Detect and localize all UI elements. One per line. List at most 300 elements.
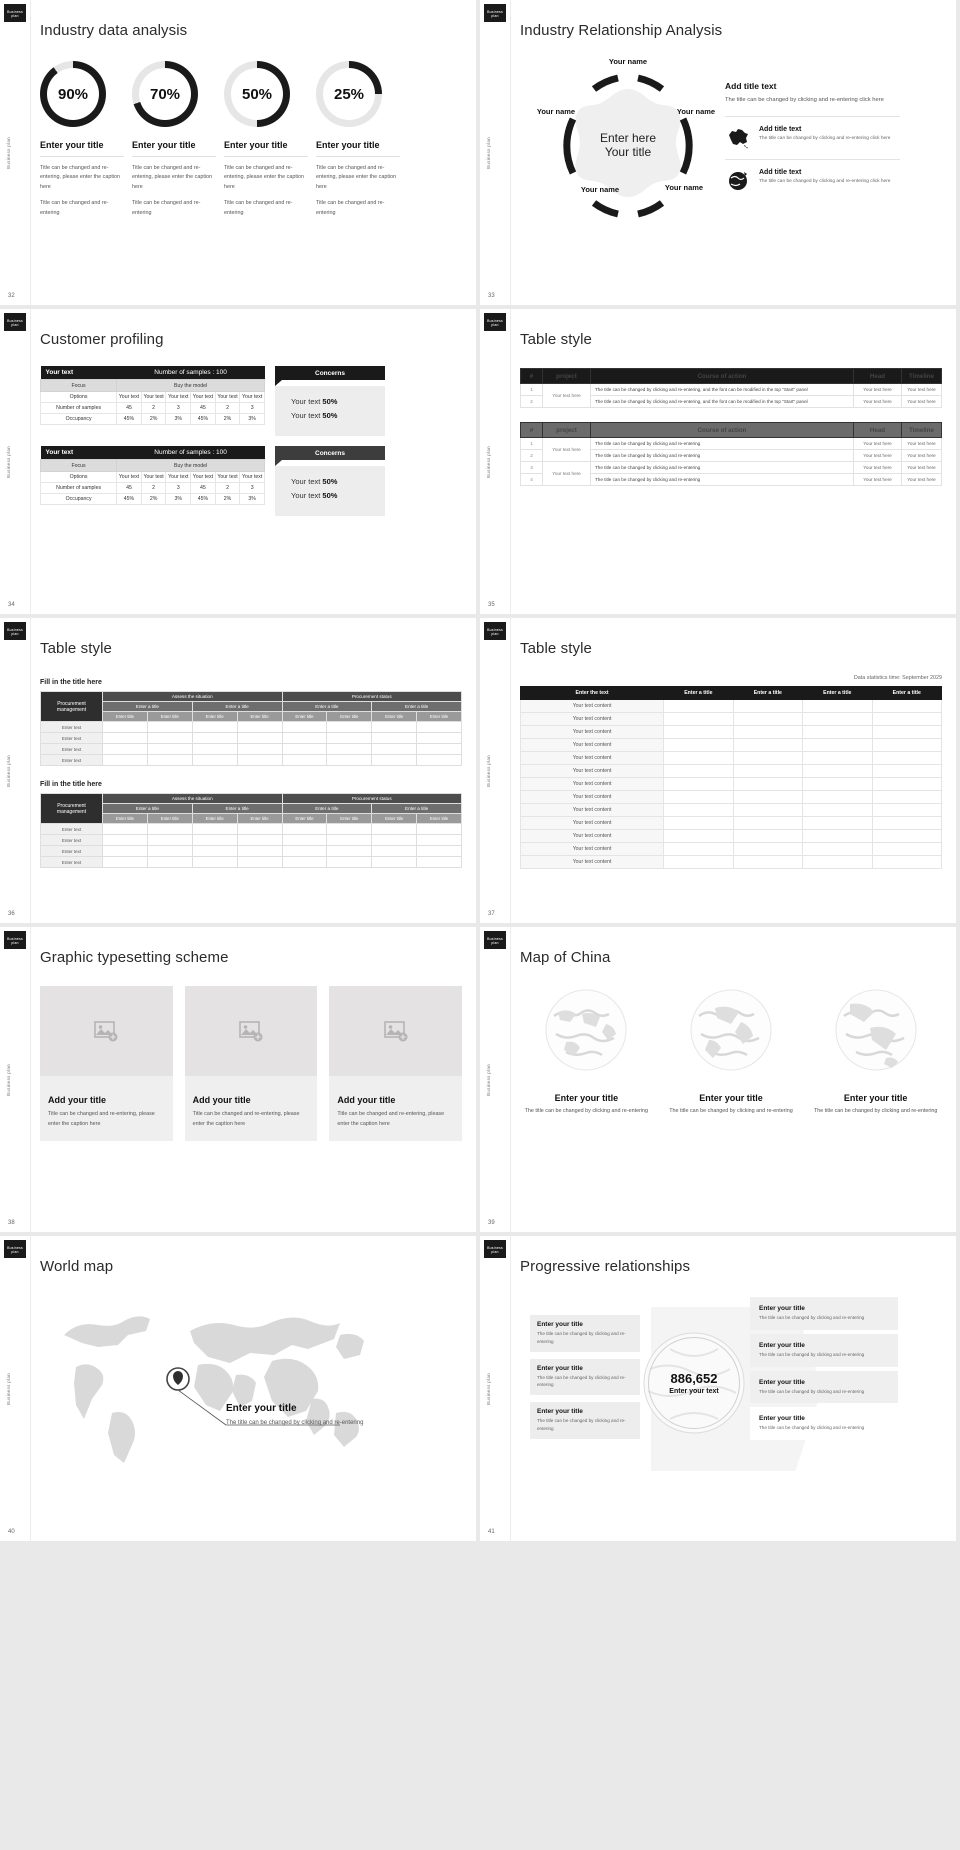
card-text: Title can be changed and re-entering, please enter the caption here [192,1111,300,1127]
page-number: 33 [488,293,495,299]
row-head: Your text here [854,474,902,486]
row-action: The title can be changed by clicking and re-entering [591,462,854,474]
image-placeholder-icon [383,1019,409,1043]
column-header: Head [854,369,902,384]
concern-line [291,477,385,486]
column-header: # [521,369,543,384]
slide-32[interactable] [0,0,476,305]
column-header: Enter title [192,814,237,824]
cell: 2 [215,483,240,494]
item-text: The title can be changed by clicking and re-entering [759,1425,865,1431]
column-header: Enter a title [872,687,941,700]
group-header-2: Procurement status [282,794,462,804]
table-row [41,857,462,868]
center-line-2: Your title [604,145,652,160]
cell: 45% [117,414,142,425]
center-line-1: Enter here [599,131,657,145]
page-number: 35 [488,602,495,608]
table-row [521,739,942,752]
page-number: 37 [488,911,495,917]
concern-label: Your text [291,411,321,420]
sub-header: Enter a title [192,702,282,712]
column-header: Enter title [372,814,417,824]
table-row [41,472,265,483]
slide-40[interactable] [0,1236,476,1541]
list-item[interactable] [530,1359,640,1396]
concern-label: Your text [291,491,321,500]
cell: Your text [117,472,142,483]
donut-percent: 50% [241,85,273,103]
donut-text-1: Title can be changed and re-entering, please enter the caption here [316,165,397,190]
slide-divider [30,309,31,614]
row-number: 3 [521,462,543,474]
header-right: Number of samples : 100 [117,446,265,460]
list-item[interactable] [750,1297,898,1330]
donut-percent: 90% [57,85,89,103]
divider-line [725,159,900,160]
cell: 2 [215,403,240,414]
deck-logo [4,1240,26,1258]
row-label: Number of samples [41,403,117,414]
globe-icon [681,984,781,1080]
page-title: Industry Relationship Analysis [520,22,723,39]
row-number: 1 [521,438,543,450]
divider-line [40,156,124,157]
column-header: Enter a title [733,687,802,700]
table-subheader-row [41,460,265,472]
slide-41[interactable] [480,1236,956,1541]
deck-logo-text: Business plan [7,937,23,945]
column-header: Enter a title [803,687,872,700]
block-caption: Fill in the title here [40,781,102,788]
page-number: 39 [488,1220,495,1226]
donut-item [40,61,124,218]
row-head: Your text here [854,462,902,474]
globe-item [665,984,798,1117]
sub-left: Focus [41,380,117,392]
concerns-body [275,386,385,436]
item-heading: Enter your title [537,1408,583,1416]
list-item[interactable] [750,1334,898,1367]
customer-table [40,366,265,425]
card-body [185,1076,318,1141]
row-number: 4 [521,474,543,486]
row-label: Your text content [521,726,664,739]
row-label: Your text content [521,817,664,830]
column-header: project [543,423,591,438]
globe-item [809,984,942,1117]
image-placeholder [40,986,173,1076]
card-heading: Add your title [337,1095,396,1105]
row-label: Your text content [521,739,664,752]
page-title: Graphic typesetting scheme [40,949,229,966]
donut-text-1: Title can be changed and re-entering, please enter the caption here [224,165,305,190]
ring-label: Your name [676,107,716,116]
side-label: Business plan [486,445,491,478]
cell: 2% [215,494,240,505]
donut-percent: 25% [333,85,365,103]
list-item[interactable] [530,1315,640,1352]
page-number: 40 [8,1529,15,1535]
table-row [41,846,462,857]
table-row [521,462,942,474]
donut-text-1: Title can be changed and re-entering, please enter the caption here [132,165,213,190]
page-title: Table style [40,640,112,657]
row-label: Enter text [41,835,103,846]
globe-text: The title can be changed by clicking and re-entering [813,1108,938,1114]
row-label: Options [41,392,117,403]
item-paragraph: The title can be changed by clicking and re-entering click here [759,178,891,184]
deck-logo [484,313,506,331]
column-header: Enter title [327,814,372,824]
divider-line [725,116,900,117]
row-action: The title can be changed by clicking and re-entering [591,450,854,462]
row-label: Enter text [41,755,103,766]
row-label: Occupancy [41,414,117,425]
slide-33[interactable] [480,0,956,305]
cell: 45 [117,403,142,414]
donut-percent: 70% [149,85,181,103]
page-number: 41 [488,1529,495,1535]
table-row [521,804,942,817]
cell: Your text [117,392,142,403]
table-row [521,817,942,830]
lead-header: Procurement management [41,794,103,824]
globe-text: The title can be changed by clicking and re-entering [524,1108,649,1114]
concern-value: 50% [322,411,338,420]
page-title: World map [40,1258,114,1275]
item-text: The title can be changed by clicking and re-entering [759,1351,865,1357]
header-left: Your text [41,366,117,380]
row-label: Enter text [41,857,103,868]
deck-logo-text: Business plan [487,628,503,636]
concerns-body [275,466,385,516]
action-table-secondary [520,422,942,486]
item-heading: Add title text [759,168,802,176]
cell: Your text [166,472,191,483]
globe-heading: Enter your title [699,1093,763,1103]
table-row [41,392,265,403]
sub-header: Enter a title [103,702,193,712]
column-header: Enter title [282,814,327,824]
right-text-panel [725,81,900,202]
concern-line [291,411,385,420]
card[interactable] [329,986,462,1141]
group-header-2: Procurement status [282,692,462,702]
card-heading: Add your title [48,1095,106,1105]
sub-right: Buy the model [117,460,265,472]
column-header: Enter title [282,712,327,722]
slide-divider [30,1236,31,1541]
procurement-block [40,781,462,868]
row-label: Enter text [41,846,103,857]
sub-header: Enter a title [103,804,193,814]
table-row [521,700,942,713]
cell: Your text [141,392,166,403]
deck-logo-text: Business plan [7,628,23,636]
metric-caption: Enter your text [669,1388,719,1395]
cell: Your text [191,392,216,403]
column-header: Enter title [147,712,192,722]
concerns-panel [275,366,385,436]
slide-34[interactable] [0,309,476,614]
page-title: Table style [520,640,592,657]
donut-text-2: Title can be changed and re-entering [132,200,201,216]
slide-38[interactable] [0,927,476,1232]
cell: 45 [191,483,216,494]
table-row [521,713,942,726]
sub-header: Enter a title [282,702,372,712]
map-text: The title can be changed by clicking and re-entering [226,1420,364,1426]
row-project: Your text here [543,462,591,486]
table-row [41,733,462,744]
concern-label: Your text [291,477,321,486]
donut-title: Enter your title [316,140,380,150]
table-row [41,494,265,505]
ring-label: Your name [608,57,648,66]
item-heading: Enter your title [759,1341,805,1349]
cell: 3% [240,494,265,505]
table-row [41,403,265,414]
donut-title: Enter your title [40,140,104,150]
table-row [521,830,942,843]
sub-right: Buy the model [117,380,265,392]
image-placeholder-icon [93,1019,119,1043]
concerns-panel [275,446,385,516]
side-label: Business plan [486,1372,491,1405]
card[interactable] [185,986,318,1141]
slide-36[interactable] [0,618,476,923]
side-label: Business plan [6,1063,11,1096]
donut-item [224,61,308,218]
row-head: Your text here [854,396,902,408]
item-text: The title can be changed by clicking and re-entering [759,1388,865,1394]
globe-text: The title can be changed by clicking and re-entering [669,1108,793,1114]
cell: 3% [240,414,265,425]
card-text: Title can be changed and re-entering, please enter the caption here [48,1111,155,1127]
table-row [521,752,942,765]
column-header: Enter title [237,814,282,824]
cell: 2 [141,483,166,494]
china-map-icon [725,126,751,150]
row-head: Your text here [854,384,902,396]
table-row [521,791,942,804]
row-label: Your text content [521,830,664,843]
table-header-row [521,423,942,438]
cell: Your text [141,472,166,483]
map-caption [226,1403,396,1429]
deck-logo [484,622,506,640]
panel-item [725,169,900,193]
item-text: The title can be changed by clicking and re-entering [537,1331,626,1344]
slide-39[interactable] [480,927,956,1232]
slide-divider [30,618,31,923]
column-header: Enter title [372,712,417,722]
side-label: Business plan [486,1063,491,1096]
table-subheader-row [41,804,462,814]
row-label: Options [41,472,117,483]
slide-divider [30,927,31,1232]
table-row [521,778,942,791]
row-label: Number of samples [41,483,117,494]
cell: 45 [191,403,216,414]
group-header-1: Assess the situation [103,692,283,702]
panel-item [725,126,900,150]
slide-divider [510,309,511,614]
cell: 2 [141,403,166,414]
group-header-1: Assess the situation [103,794,283,804]
cell: Your text [215,472,240,483]
customer-table [40,446,265,505]
row-label: Your text content [521,700,664,713]
concern-value: 50% [322,491,338,500]
card-body [329,1076,462,1141]
table-row [521,438,942,450]
item-paragraph: The title can be changed by clicking and re-entering click here [759,135,891,141]
list-item[interactable] [750,1371,898,1404]
item-heading: Add title text [759,125,802,133]
row-timeline: Your text here [902,438,942,450]
page-number: 34 [8,602,15,608]
table-row [41,414,265,425]
deck-logo [484,931,506,949]
row-number: 2 [521,396,543,408]
table-column-row [41,814,462,824]
cell: 3% [166,494,191,505]
donut-group [40,61,462,218]
block-caption: Fill in the title here [40,679,102,686]
deck-logo-text: Business plan [7,10,23,18]
row-timeline: Your text here [902,396,942,408]
row-label: Enter text [41,733,103,744]
item-heading: Enter your title [537,1321,583,1328]
ring-label: Your name [580,185,620,194]
page-title: Customer profiling [40,331,164,348]
table-header-row [41,794,462,804]
row-head: Your text here [854,438,902,450]
column-header: Enter title [327,712,372,722]
concerns-heading: Concerns [275,366,385,380]
row-label: Your text content [521,765,664,778]
page-number: 36 [8,911,15,917]
slide-37[interactable] [480,618,956,923]
column-header: Enter the text [521,687,664,700]
column-header: Enter title [237,712,282,722]
concern-value: 50% [322,397,338,406]
list-item[interactable] [750,1407,898,1440]
table-row [521,856,942,869]
cell: 45% [117,494,142,505]
row-label: Occupancy [41,494,117,505]
panel-paragraph: The title can be changed by clicking and re-entering click here [725,97,884,103]
row-action: The title can be changed by clicking and re-entering, and the font can be modified in the top "Start" panel [591,396,854,408]
deck-logo [4,4,26,22]
procurement-table [40,793,462,868]
sub-header: Enter a title [372,702,462,712]
page-number: 32 [8,293,15,299]
donut-text-2: Title can be changed and re-entering [316,200,385,216]
globe-icon [725,169,751,193]
row-label: Enter text [41,744,103,755]
procurement-table [40,691,462,766]
slide-divider [510,927,511,1232]
table-header-row [521,687,942,700]
row-action: The title can be changed by clicking and re-entering, and the font can be modified in the top "Start" panel [591,384,854,396]
cell: 45 [117,483,142,494]
slide-35[interactable] [480,309,956,614]
row-label: Your text content [521,843,664,856]
table-header-row [41,366,265,380]
table-subheader-row [41,702,462,712]
deck-logo-text: Business plan [487,937,503,945]
deck-logo [4,313,26,331]
row-label: Enter text [41,722,103,733]
page-title: Map of China [520,949,611,966]
deck-logo [4,931,26,949]
side-label: Business plan [6,754,11,787]
cell: 2% [141,414,166,425]
concerns-heading: Concerns [275,446,385,460]
globe-heading: Enter your title [843,1093,908,1103]
cell: 3 [240,403,265,414]
center-metric [648,1337,740,1429]
table-row [521,384,942,396]
page-title: Table style [520,331,592,348]
procurement-block [40,679,462,766]
column-header: Enter title [103,814,148,824]
world-map [40,1283,462,1488]
deck-logo [484,4,506,22]
divider-line [132,156,216,157]
table-row [41,722,462,733]
side-label: Business plan [6,136,11,169]
list-item[interactable] [530,1402,640,1439]
page-title: Progressive relationships [520,1258,691,1275]
page-number: 38 [8,1220,15,1226]
action-table-primary [520,368,942,408]
column-header: Enter title [417,814,462,824]
row-label: Your text content [521,713,664,726]
cell: 2% [141,494,166,505]
slide-divider [510,618,511,923]
card-heading: Add your title [192,1095,251,1105]
deck-logo [4,622,26,640]
side-label: Business plan [6,445,11,478]
donut-title: Enter your title [132,140,196,150]
row-label: Your text content [521,804,664,817]
donut-text-2: Title can be changed and re-entering [40,200,109,216]
row-timeline: Your text here [902,384,942,396]
cell: 3 [240,483,265,494]
table-row [521,843,942,856]
progressive-diagram [520,1289,942,1489]
item-text: The title can be changed by clicking and re-entering [537,1374,626,1388]
row-action: The title can be changed by clicking and re-entering [591,474,854,486]
side-label: Business plan [486,136,491,169]
lead-header: Procurement management [41,692,103,722]
donut-chart [316,61,382,127]
item-heading: Enter your title [759,1378,805,1386]
location-pin-icon [173,1371,183,1385]
card[interactable] [40,986,173,1141]
right-items [750,1297,898,1444]
globe-group [520,984,942,1117]
cell: Your text [166,392,191,403]
donut-text-2: Title can be changed and re-entering [224,200,293,216]
row-number: 1 [521,384,543,396]
globe-icon [536,984,636,1080]
item-text: The title can be changed by clicking and re-entering [537,1418,626,1431]
